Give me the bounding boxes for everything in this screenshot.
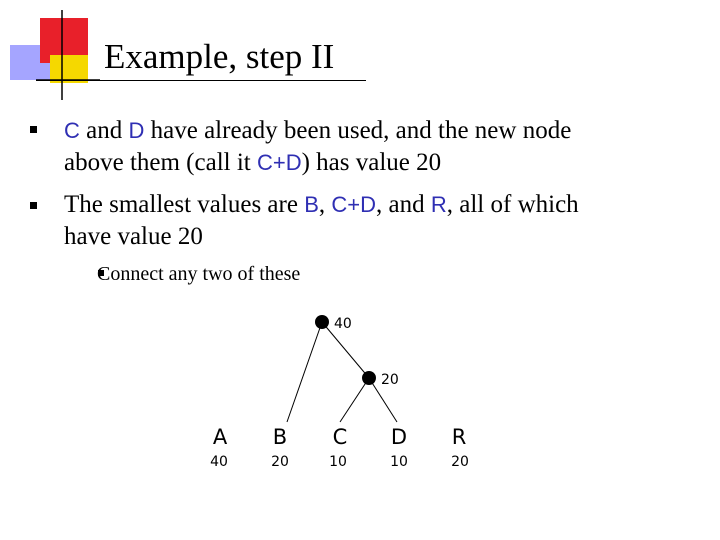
leaf-letter: A — [212, 425, 228, 449]
leaf-value: 20 — [271, 454, 289, 470]
tree-node-root — [315, 315, 329, 329]
bullet-text: , — [318, 191, 332, 218]
sub-bullet-text: Connect any two of these — [97, 263, 301, 285]
node-name: D — [128, 118, 145, 143]
slide-title: Example, step II — [104, 37, 335, 76]
tree-node-cd — [362, 371, 376, 385]
bullet-text: , all of which — [446, 191, 579, 218]
bullet-text: ) has value 20 — [301, 149, 442, 176]
node-name: R — [430, 192, 447, 217]
edge-root-to-b — [287, 322, 322, 422]
bullet-text: , and — [376, 191, 431, 218]
edge-cd-to-c — [340, 378, 369, 422]
bullet-text: and — [79, 117, 129, 144]
node-name: C+D — [256, 150, 302, 175]
bullet-text: above them (call it — [64, 149, 257, 176]
node-value-label: 40 — [334, 316, 352, 332]
node-name: C+D — [331, 192, 376, 217]
bullet-text: The smallest values are — [64, 191, 305, 218]
leaf-letter: D — [390, 425, 408, 449]
leaf-value: 10 — [390, 454, 408, 470]
leaf-letter: R — [451, 425, 467, 449]
leaf-letter: B — [272, 425, 288, 449]
bullet-2-line-2: have value 20 — [64, 223, 203, 250]
leaf-value: 20 — [451, 454, 469, 470]
node-value-label: 20 — [381, 372, 399, 388]
node-name: C — [64, 118, 80, 143]
leaf-letter: C — [332, 425, 348, 449]
bullet-text: have already been used, and the new node — [144, 117, 572, 144]
leaf-value: 40 — [210, 454, 228, 470]
leaf-value: 10 — [329, 454, 347, 470]
node-name: B — [304, 192, 319, 217]
